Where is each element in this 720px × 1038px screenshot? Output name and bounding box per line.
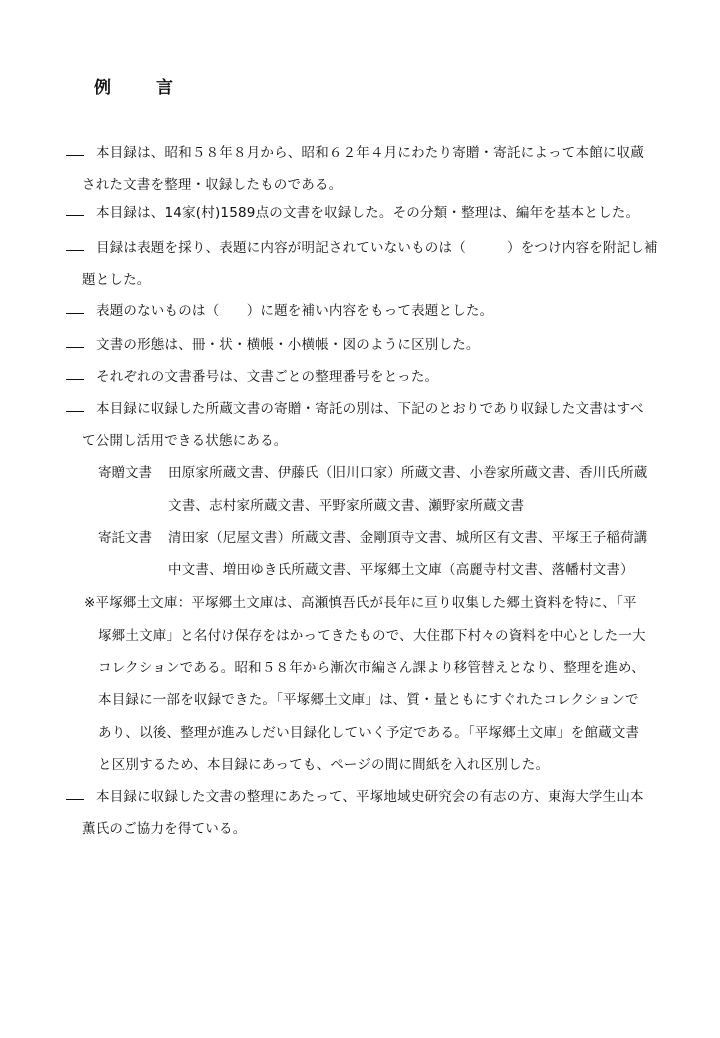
list-dash [66, 250, 84, 251]
note-line-5: あり、以後、整理が進みしだい目録化していく予定である。「平塚郷土文庫」を館蔵文書 [98, 725, 640, 741]
item-7-line-2: て公開し活用できる状態にある。 [82, 433, 288, 449]
category-deposited-line-1: 清田家（尼屋文書）所蔵文書、金剛頂寺文書、城所区有文書、平塚王子稲荷講 [168, 530, 648, 546]
item-5-line-1: 文書の形態は、冊・状・横帳・小横帳・図のように区別した。 [96, 337, 480, 353]
category-label-donated: 寄贈文書 [98, 465, 152, 481]
note-line-3: コレクションである。昭和５８年から漸次市編さん課より移管替えとなり、整理を進め、 [98, 660, 645, 676]
item-8-line-1: 本目録に収録した文書の整理にあたって、平塚地域史研究会の有志の方、東海大学生山本 [96, 789, 644, 805]
item-2-line-1: 本目録は、14家(村)1589点の文書を収録した。その分類・整理は、編年を基本とした。 [96, 205, 640, 221]
note-line-6: と区別するため、本目録にあっても、ページの間に間紙を入れ区別した。 [98, 757, 550, 773]
list-dash [66, 799, 84, 800]
list-dash [66, 313, 84, 314]
list-dash [66, 379, 84, 380]
category-label-deposited: 寄託文書 [98, 530, 152, 546]
list-dash [66, 411, 84, 412]
item-4-line-1: 表題のないものは（ ）に題を補い内容をもって表題とした。 [96, 303, 494, 319]
item-1-line-2: された文書を整理・収録したものである。 [82, 177, 343, 193]
note-line-2: 塚郷土文庫」と名付け保存をはかってきたもので、大住郡下村々の資料を中心とした一大 [98, 628, 646, 644]
item-3-line-1: 目録は表題を採り、表題に内容が明記されていないものは（ ）をつけ内容を附記し補 [96, 240, 658, 256]
list-dash [66, 215, 84, 216]
list-dash [66, 155, 84, 156]
title-char-1: 例 [94, 78, 111, 98]
category-donated-line-2: 文書、志村家所蔵文書、平野家所蔵文書、瀬野家所蔵文書 [168, 498, 525, 514]
title-char-2: 言 [156, 78, 173, 98]
page-title [94, 78, 173, 98]
item-7-line-1: 本目録に収録した所蔵文書の寄贈・寄託の別は、下記のとおりであり収録した文書はすべ [96, 401, 644, 417]
item-1-line-1: 本目録は、昭和５８年８月から、昭和６２年４月にわたり寄贈・寄託によって本館に収蔵 [96, 145, 644, 161]
list-dash [66, 347, 84, 348]
item-6-line-1: それぞれの文書番号は、文書ごとの整理番号をとった。 [96, 369, 439, 385]
note-line-1: ※平塚郷土文庫：平塚郷土文庫は、高瀬慎吾氏が長年に亘り収集した郷土資料を特に、「平 [84, 595, 637, 611]
category-donated-line-1: 田原家所蔵文書、伊藤氏（旧川口家）所蔵文書、小巻家所蔵文書、香川氏所蔵 [168, 465, 648, 481]
category-deposited-line-2: 中文書、増田ゆき氏所蔵文書、平塚郷土文庫（高麗寺村文書、落幡村文書） [168, 562, 634, 578]
item-8-line-2: 薫氏のご協力を得ている。 [82, 821, 247, 837]
item-3-line-2: 題とした。 [82, 272, 151, 288]
note-line-4: 本目録に一部を収録できた。「平塚郷土文庫」は、質・量ともにすぐれたコレクションで [98, 692, 639, 708]
